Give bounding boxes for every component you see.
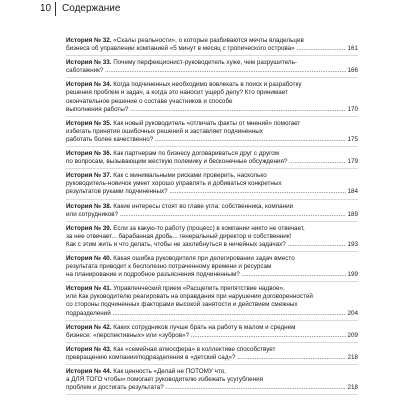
toc-entry-text: бизнеса об управлении компанией «5 минут в месяц с тропического острова» <box>66 45 295 53</box>
toc-entry-line <box>66 89 358 97</box>
toc-entry-line <box>66 263 358 271</box>
toc-entry-line <box>66 128 358 136</box>
toc-entry[interactable] <box>66 59 358 78</box>
toc-entry-text: результатов руками подчиненных? <box>66 188 168 196</box>
section-title: Содержание <box>62 3 121 14</box>
toc-entry-page: 218 <box>347 353 358 361</box>
toc-entry-line <box>66 203 358 211</box>
toc-entry-line <box>66 324 358 332</box>
toc-entry-label: История № 40. <box>66 254 112 262</box>
toc-entry-line <box>66 384 358 392</box>
toc-entry-page: 199 <box>347 271 358 279</box>
toc-entry-text: выполнения работы? <box>66 105 129 113</box>
toc-entry[interactable] <box>66 368 358 395</box>
toc-entry[interactable] <box>66 203 358 222</box>
toc-entry-text: Как партнерам по бизнесу договариваться друг с другом <box>113 150 280 158</box>
toc-entry-line <box>66 180 358 188</box>
toc-entry-label: История № 38. <box>66 202 112 210</box>
toc-entry-line <box>66 233 358 241</box>
toc-entry-page: 179 <box>347 158 358 166</box>
toc-entry-line <box>66 172 358 180</box>
toc-entry-text: саботажник? <box>66 67 104 75</box>
toc-entry-line <box>66 255 358 263</box>
toc-entry-page: 170 <box>347 105 358 113</box>
toc-entry-text: Как «семейная атмосфера» в коллективе способствует <box>113 345 276 353</box>
toc-entry-text: Как с минимальными рисками проверить, насколько <box>113 172 267 180</box>
toc-entry-line <box>66 106 358 114</box>
toc-entry-line <box>66 354 358 362</box>
toc-entry-text: Каких сотрудников лучше брать на работу в малом и среднем <box>113 323 296 331</box>
toc-entry-text: результата приводит к бесполезно потраченному времени и ресурсам <box>66 263 272 271</box>
toc-entry[interactable] <box>66 81 358 116</box>
toc-entry[interactable] <box>66 150 358 169</box>
toc-entry-text: Управленческий прием «Расщепить препятствие надвое», <box>113 285 285 293</box>
toc-entry-text: со стороны подчиненных факторами высокой занятости и действием смежных <box>66 301 298 309</box>
toc-entry-line <box>66 81 358 89</box>
header-divider <box>55 2 56 16</box>
toc-entry-line <box>66 37 358 45</box>
toc-entry-text: по вопросам, вызывающим жесткую полемику и бесконечные обсуждения? <box>66 158 288 166</box>
toc-entry-line <box>66 293 358 301</box>
toc-entry-page: 204 <box>347 309 358 317</box>
toc-entry-page: 193 <box>347 240 358 248</box>
toc-entry-text: избегать принятия ошибочных решений и заставляет подчиненных <box>66 127 263 135</box>
toc-entry-text: за нее отвечает... барабанная дробь... генеральный директор и собственник! <box>66 232 292 240</box>
toc-entry[interactable] <box>66 324 358 343</box>
toc-entry-page: 218 <box>347 384 358 392</box>
toc-entry-text: Какая ошибка руководителя при делегировании задач вместо <box>113 254 295 262</box>
toc-entry-line <box>66 158 358 166</box>
toc-entry-text: Почему перфекционист-руководитель хуже, чем разрушитель- <box>113 59 297 67</box>
toc-entry-line <box>66 368 358 376</box>
toc-entry-label: История № 35. <box>66 119 112 127</box>
toc-entry-line <box>66 376 358 384</box>
toc-entry-line <box>66 150 358 158</box>
toc-entry-text: Как новый руководитель «отличать факты от мнений» помогает <box>113 119 301 127</box>
toc-entry-text: Когда подчиненных необходимо вовлекать в поиск и разработку <box>113 81 302 89</box>
toc-entry-page: 161 <box>347 45 358 53</box>
toc-entry-line <box>66 67 358 75</box>
toc-entry-page: 189 <box>347 210 358 218</box>
toc-entry-text: руководитель-новичок умеет хорошо управлять и добиваться конкретных <box>66 180 282 188</box>
toc-entry-line <box>66 188 358 196</box>
toc-entry-line <box>66 346 358 354</box>
toc-entry-label: История № 33. <box>66 59 112 67</box>
toc-entry-text: Как ценность «Делай не ПОТОМУ что, <box>113 368 226 375</box>
toc-entry-text: или Как руководителю реагировать на оправдания при нарушении договоренностей <box>66 293 313 301</box>
toc-entry-page: 175 <box>347 135 358 143</box>
toc-entry-label: История № 43. <box>66 345 112 353</box>
toc-entry-line <box>66 120 358 128</box>
toc-entry-label: История № 39. <box>66 224 112 232</box>
toc-entry-page: 184 <box>347 188 358 196</box>
toc-entry-line <box>66 59 358 67</box>
toc-entry-label: История № 32. <box>66 37 112 44</box>
toc-entry[interactable] <box>66 285 358 320</box>
toc-entry[interactable] <box>66 255 358 282</box>
page-number: 10 <box>40 3 52 14</box>
toc-entry-page: 166 <box>347 67 358 75</box>
toc-entry-text: или сотрудников? <box>66 210 119 218</box>
toc-entry-line <box>66 271 358 279</box>
toc-entry-line <box>66 301 358 309</box>
toc-entry[interactable] <box>66 37 358 56</box>
toc-entry[interactable] <box>66 120 358 147</box>
toc-entry-page: 209 <box>347 331 358 339</box>
toc-entry-line <box>66 310 358 318</box>
toc-entry-label: История № 44. <box>66 368 112 375</box>
toc-entry-label: История № 42. <box>66 323 112 331</box>
toc-entry-text: решения проблем и задач, а когда это наносит ущерб делу? Кто принимает <box>66 89 288 97</box>
page-header <box>0 0 420 22</box>
toc-entry-text: проблем и достигать результата? <box>66 384 164 392</box>
toc-entry-line <box>66 211 358 219</box>
toc-entry-label: История № 34. <box>66 81 112 89</box>
toc-entry-text: работать более качественно? <box>66 135 154 143</box>
toc-entry-text: окончательное решение о составе участников и способе <box>66 97 233 105</box>
table-of-contents <box>66 37 358 398</box>
toc-entry[interactable] <box>66 346 358 365</box>
toc-entry-text: на планирование и подробное разъяснения подчиненным? <box>66 271 240 279</box>
toc-entry-label: История № 36. <box>66 150 112 158</box>
toc-entry-label: История № 41. <box>66 285 112 293</box>
toc-entry[interactable] <box>66 225 358 252</box>
toc-entry-line <box>66 136 358 144</box>
toc-entry-label: История № 37. <box>66 172 112 180</box>
toc-entry-line <box>66 285 358 293</box>
toc-entry-text: подразделений <box>66 309 111 317</box>
toc-entry-text: Какие интересы стоят во главе угла: собственника, компании <box>113 202 294 210</box>
toc-entry-line <box>66 241 358 249</box>
toc-entry-line <box>66 332 358 340</box>
toc-entry-line <box>66 225 358 233</box>
toc-entry-line <box>66 45 358 53</box>
toc-entry-line <box>66 98 358 106</box>
toc-entry-text: Если за какую-то работу (процесс) в компании никто не отвечает, <box>113 224 305 232</box>
toc-entry[interactable] <box>66 172 358 199</box>
toc-entry-text: бизнесе: «перспективных» или «зубров»? <box>66 331 190 339</box>
toc-entry-text: Как с этим жить и что делать, чтобы не захлебнуться в ничейных задачах? <box>66 240 286 248</box>
toc-entry-text: превращению компании/подразделения в «детский сад»? <box>66 353 236 361</box>
toc-entry-text: «Скалы реальности», о которые разбиваются мечты владельцев <box>113 37 304 44</box>
toc-entry-text: а ДЛЯ ТОГО чтобы» помогает руководителю избежать усугубления <box>66 376 263 384</box>
